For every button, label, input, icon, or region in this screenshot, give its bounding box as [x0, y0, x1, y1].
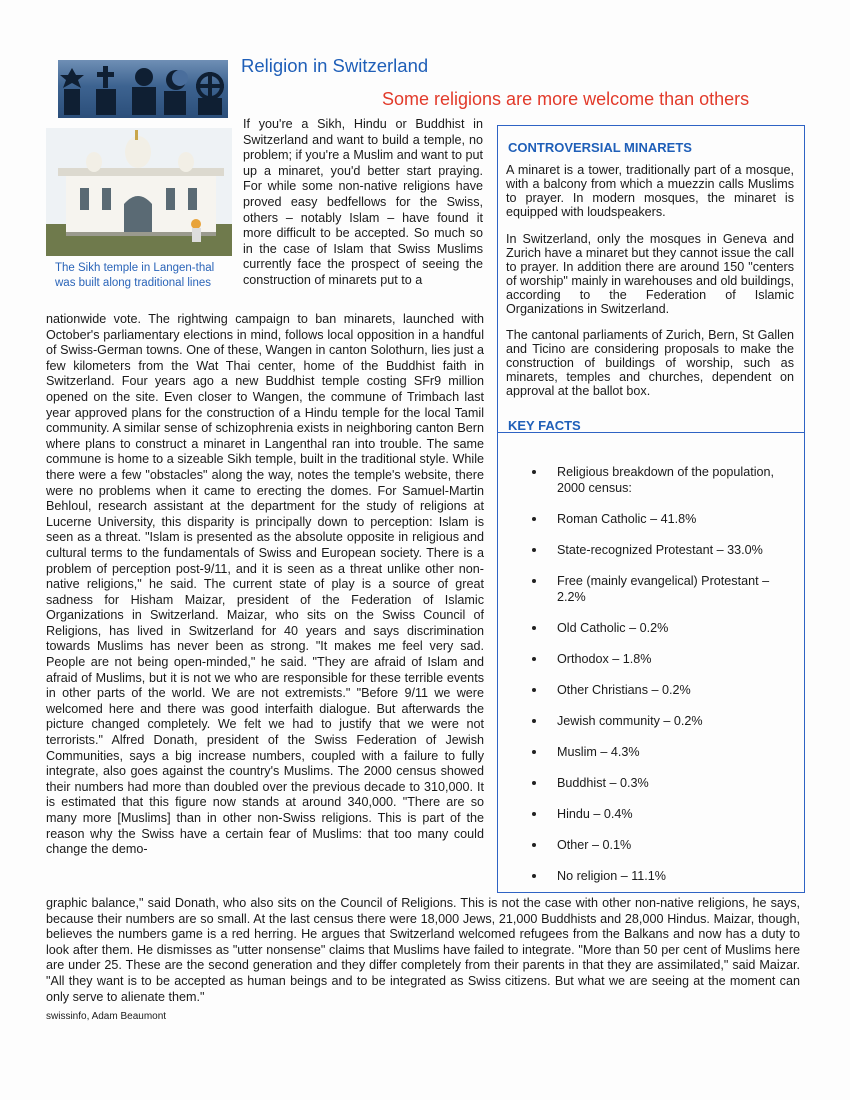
bullet-icon — [532, 626, 536, 630]
bullet-icon — [532, 843, 536, 847]
om-icon — [132, 68, 156, 115]
bullet-icon — [532, 874, 536, 878]
photo-caption: The Sikh temple in Langen-thal was built along traditional lines — [55, 262, 215, 289]
bullet-icon — [532, 517, 536, 521]
star-of-david-icon — [60, 68, 84, 88]
article-intro: If you're a Sikh, Hindu or Buddhist in Switzerland and want to build a temple, no problem; if you're a Muslim and want to put up a minaret, you'd better start praying. For while some non-native religions have proved easy bedfellows for the Swiss, others – notably Islam – have found it more difficult to be accepted. So much so in the case of Islam that Swiss Muslims currently face the prospect of seeing the construction of minarets put to a — [243, 117, 483, 287]
article-credit: swissinfo, Adam Beaumont — [46, 1011, 167, 1022]
list-item: Hindu – 0.4% — [530, 806, 796, 822]
bullet-icon — [532, 750, 536, 754]
bullet-icon — [532, 688, 536, 692]
minarets-paragraph: A minaret is a tower, traditionally part of a mosque, with a balcony from which a muezzin calls Muslims to prayer. In modern mosques, the minaret is equipped with loudspeakers. — [506, 163, 794, 219]
bullet-icon — [532, 579, 536, 583]
list-item: Muslim – 4.3% — [530, 744, 796, 760]
bullet-icon — [532, 548, 536, 552]
key-facts-list — [530, 464, 796, 884]
list-item: Orthodox – 1.8% — [530, 651, 796, 667]
list-item: Old Catholic – 0.2% — [530, 620, 796, 636]
article-conclusion: graphic balance," said Donath, who also sits on the Council of Religions. This is not the case with other non-native religions, he says, because their numbers are so small. At the last census there were 18,000 Jews, 21,000 Buddhists and 28,000 Hindus. Maizar, though, believes the numbers game is a red herring. He argues that Switzerland welcomed refugees from the Balkans and now has a duty to look after them. He dismisses as "utter nonsense" claims that Muslims have failed to integrate. "More than 50 per cent of Muslims here are under 25. These are the second generation and they differ completely from their parents in that they are assimilated," said Maizar. "All they want is to be accepted as human beings and to be integrated as Swiss citizens. But what we are seeing at the moment can only serve to alienate them." — [46, 896, 800, 1004]
list-item: State-recognized Protestant – 33.0% — [530, 542, 796, 558]
list-item: Jewish community – 0.2% — [530, 713, 796, 729]
religion-symbols-banner — [58, 60, 228, 118]
list-item: No religion – 11.1% — [530, 868, 796, 884]
list-item: Free (mainly evangelical) Protestant – 2.2% — [530, 573, 796, 605]
list-item: Roman Catholic – 41.8% — [530, 511, 796, 527]
article-body: nationwide vote. The rightwing campaign to ban minarets, launched with October's parliamentary elections in mind, follows local opposition in a handful of Swiss-German towns. One of these, Wangen in canton Solothurn, lies just a few kilometers from the Wat Thai center, home of the Buddhist faith in Switzerland. Four years ago a new Buddhist temple costing SFr9 million opened on the site. Even closer to Wangen, the commune of Trimbach last year approved plans for the construction of a Hindu temple for the local Tamil community. A similar sense of schizophrenia exists in neighboring canton Bern where plans to construct a minaret in Langenthal ran into trouble. The same commune is home to a sizeable Sikh temple, built in the traditional style. While there were a few "obstacles" along the way, notes the temple's website, there were no problems when it came to erecting the domes. For Samuel-Martin Behloul, research assistant at the department for the study of religions at Lucerne University, this disparity is principally down to perception: Islam is seen as a threat. "Islam is presented as the absolute opposite in religious and cultural terms to the fundamentals of Swiss and European society. There is a problem of perception post-9/11, and it is seen as a threat unlike other non-native religions," he said. The current state of play is a source of great sadness for Hisham Maizar, president of the Federation of Islamic Organizations in Switzerland. Maizar, who sits on the Swiss Council of Religions, has lived in Switzerland for 40 years and says discrimination towards Muslims has never been as strong. "It makes me feel very sad. People are not being open-minded," he said. "They are afraid of Islam and afraid of Muslims, but it is not we who are responsible for these terrible events in other parts of the world. We are not extremists." "Before 9/11 we were welcomed here and there was good interfaith dialogue. But afterwards the picture changed completely. We felt we had to justify that we were not terrorists." Alfred Donath, president of the Swiss Federation of Jewish Communities, says a big increase numbers, coupled with a failure to fully integrate, also goes against the country's Muslims. The 2000 census showed their numbers had more than doubled over the previous decade to 310,000. It is estimated that this figure now stands at around 340,000. "There are so many more [Muslims] than in other non-Swiss religions. This is part of the reason why the Swiss have a certain fear of Muslims: that too many could change the demo- — [46, 312, 484, 857]
minarets-paragraph: The cantonal parliaments of Zurich, Bern, St Gallen and Ticino are considering proposals to make the construction of buildings of worship, such as minarets, temples and churches, dependent on approval at the ballot box. — [506, 328, 794, 398]
list-item: Other – 0.1% — [530, 837, 796, 853]
page-subtitle: Some religions are more welcome than others — [382, 89, 750, 109]
list-item: Buddhist – 0.3% — [530, 775, 796, 791]
page-title: Religion in Switzerland — [241, 55, 429, 76]
minarets-heading: CONTROVERSIAL MINARETS — [508, 140, 692, 155]
crescent-icon — [164, 70, 188, 115]
bullet-icon — [532, 470, 536, 474]
minarets-paragraph: In Switzerland, only the mosques in Geneva and Zurich have a minaret but they cannot issue the call to prayer. In addition there are around 150 "centers of worship" mainly in warehouses and old buildings, according to the Federation of Islamic Organizations in Switzerland. — [506, 232, 794, 316]
bullet-icon — [532, 781, 536, 785]
bullet-icon — [532, 719, 536, 723]
list-item: Other Christians – 0.2% — [530, 682, 796, 698]
key-facts-heading: KEY FACTS — [508, 418, 581, 433]
list-item: Religious breakdown of the population, 2000 census: — [530, 464, 796, 496]
bullet-icon — [532, 812, 536, 816]
cross-icon — [96, 66, 116, 115]
bullet-icon — [532, 657, 536, 661]
sikh-temple-photo — [46, 128, 232, 256]
dharma-wheel-icon — [196, 72, 224, 115]
